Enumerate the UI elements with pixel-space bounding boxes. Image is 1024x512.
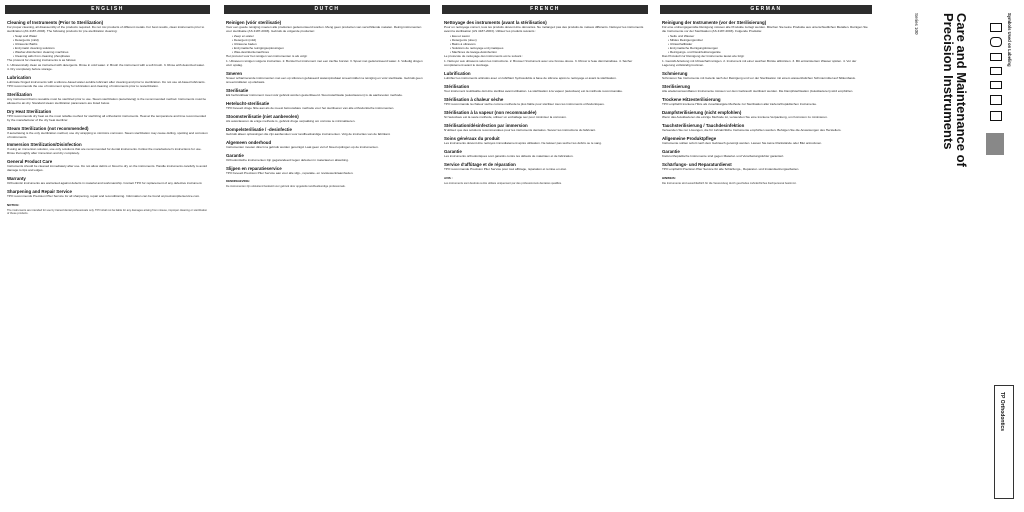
paragraph: TPO recommends Precision Plier Service for all sharpening, repair and reconditioning. Information can be found at precisionplierservice.com. xyxy=(7,193,201,198)
paragraph: Lubrifiez les instruments articulés avec un lubrifiant hydrosoluble à base de silicone après le nettoyage et avant la stérilisation. xyxy=(444,76,617,81)
section-heading: Stérilisation/désinfection par immersion xyxy=(444,122,528,128)
section-heading: Trockene Hitzesterilisierung xyxy=(662,97,721,103)
section-heading: Garantie xyxy=(226,152,244,158)
paragraph: 1. Ultrasoon reinigen volgens instructies. 2. Borstel het instrument met een zachte borstel. 3. Spoel met gedeïoniseerd water. 4. Volledig drogen vóór opslag. xyxy=(226,59,423,68)
column-german xyxy=(660,5,872,505)
paragraph: The protocol for cleaning instruments is as follows: xyxy=(7,57,77,62)
notice-title: KENNISGEVING: xyxy=(226,179,251,184)
regulatory-symbols xyxy=(976,13,1016,153)
section-heading: Smeren xyxy=(226,71,243,77)
section-heading: Stérilisation xyxy=(444,84,470,90)
list-item: • Detergents (mild) xyxy=(13,38,39,43)
section-heading: Algemeen onderhoud xyxy=(226,139,272,145)
paragraph: Le protocole de nettoyage des instruments est le suivant : xyxy=(444,53,524,58)
paragraph: 1. Ultrasonically clean as instructed with detergents. Rinse in cold water. 2. Brush the instrument with a soft brush. 3. Rinse with deionized water. 4. Dry completely before storage. xyxy=(7,63,205,72)
section-heading: Sterilisatie xyxy=(226,88,249,94)
paragraph: TPO empfiehlt trockene Hitze als zuverlässigste Methode zur Sterilisation aller kieferorthopädischen Instrumente. xyxy=(662,102,817,107)
list-item: • Bains à ultrasons xyxy=(450,42,476,47)
column-header: ENGLISH xyxy=(5,5,210,14)
section-heading: Slijpen en reparatieservice xyxy=(226,165,282,171)
section-heading: Dry Heat Sterilization xyxy=(7,108,52,114)
list-item: • Ultraschallbäder xyxy=(668,42,693,47)
paragraph: Orthodontische instrumenten zijn gegarandeerd tegen defecten in materiaal en afwerking. xyxy=(226,157,349,162)
section-heading: Garantie xyxy=(662,148,680,154)
column-header: DUTCH xyxy=(224,5,430,14)
paragraph: Alle wiederverwendbaren Instrumente müssen vor dem Gebrauch sterilisiert werden. Die Dampfsterilisation (Autoklavieren) wird empfohlen. xyxy=(662,89,854,94)
list-item: • Seife und Wasser xyxy=(668,34,695,39)
list-item: • Zeep en water xyxy=(232,34,254,39)
list-item: • Reinigungs- und Desinfektionsgeräte xyxy=(668,50,721,55)
paragraph: N'utilisez que des solutions recommandées pour les instruments dentaires. Suivez les instructions du fabricant. xyxy=(444,127,596,132)
paragraph: Instruments should be cleaned immediately after use. Do not allow debris or blood to dry on the instruments. Handle instruments carefully to avoid damage to tips and edges. xyxy=(7,164,207,173)
paragraph: 1. Nettoyer aux ultrasons selon les instructions. 2. Brosser l'instrument avec une brosse douce. 3. Rincer à l'eau déminéralisée. 4. Sécher complètement avant le stockage. xyxy=(444,59,633,68)
notice-title: AVIS : xyxy=(444,175,453,180)
paragraph: 1. Gemäß Anleitung mit Ultraschall reinigen. 2. Instrument mit einer weichen Bürste abbürsten. 3. Mit entionisiertem Wasser spülen. 4. Vor der Lagerung vollständig trocknen. xyxy=(662,59,857,68)
section-heading: Service d'affûtage et de réparation xyxy=(444,161,516,167)
paragraph: Het protocol voor het reinigen van instrumenten is als volgt: xyxy=(226,53,308,58)
section-heading: Hetelucht-sterilisatie xyxy=(226,100,270,106)
section-heading: Sterilization xyxy=(7,91,32,97)
paragraph: TPO empfiehlt Precision Plier Service für alle Schärfungs-, Reparatur- und Instandsetzungsarbeiten. xyxy=(662,166,800,171)
list-item: • Ultrasonic Baths xyxy=(13,42,38,47)
non-sterile-icon xyxy=(990,111,1002,121)
column-french xyxy=(442,5,648,505)
paragraph: If autoclaving is the only sterilization method, use dry wrapping to minimize corrosion. Steam sterilization may cause dulling, spotting and corrosion of instruments. xyxy=(7,130,208,139)
section-heading: Stérilisation à chaleur sèche xyxy=(444,97,504,103)
section-heading: Reinigen (vóór sterilisatie) xyxy=(226,20,282,25)
paragraph: Any instrument that is reusable must be sterilized prior to use. Steam sterilization (autoclaving) is the recommended method. Instruments must be allowed to air-dry. Standard steam sterilization parameters are listed below. xyxy=(7,96,207,105)
section-heading: Lubrication xyxy=(7,75,31,81)
section-heading: Soins généraux du produit xyxy=(444,135,500,141)
column-body xyxy=(442,14,648,185)
section-heading: Warranty xyxy=(7,176,26,182)
list-item: • Enzymatische reinigingsoplossingen xyxy=(232,46,284,51)
regulatory-title: Symbols Used on Labeling xyxy=(1007,13,1012,67)
column-header: GERMAN xyxy=(660,5,872,14)
catalog-number-icon xyxy=(990,67,1002,75)
section-heading: Steam Sterilization (not recommended) xyxy=(7,125,89,131)
paragraph: Als autoclaveren de enige methode is, gebruik droge verpakking om corrosie te minimaliseren. xyxy=(226,118,356,123)
paragraph: Orthodontic instruments are warranted against defects in material and workmanship. Contact TPO for replacement of any defective instrument. xyxy=(7,181,203,186)
list-item: • Cleaning aids from cleaning phosphates xyxy=(13,53,70,58)
paragraph: TPO recommends dry heat as the most reliable method for sterilizing all orthodontic instruments. Heat at the temperature and time recommended by the manufacturer of the dry heat sterilizer. xyxy=(7,113,206,122)
list-item: • Enzymatische Reinigungslösungen xyxy=(668,46,719,51)
section-heading: Sterilisierung xyxy=(662,84,691,90)
ce-mark-icon xyxy=(990,37,1002,47)
paragraph: Les instruments orthodontiques sont garantis contre les défauts de matériaux et de fabrication. xyxy=(444,153,574,158)
paragraph: TPO recommande la chaleur sèche comme méthode la plus fiable pour stériliser tous les instruments orthodontiques. xyxy=(444,102,605,107)
section-heading: Nettoyage des instruments (avant la stérilisation) xyxy=(444,20,547,25)
notice-title: HINWEIS: xyxy=(662,175,676,180)
section-heading: Immersion Sterilization/Disinfection xyxy=(7,142,82,148)
paragraph: Wenn das Autoklavieren die einzige Methode ist, verwenden Sie eine trockene Verpackung, um Korrosion zu minimieren. xyxy=(662,114,828,119)
section-heading: Reinigung der Instrumente (vor der Sterilisierung) xyxy=(662,20,767,25)
paragraph: Si l'autoclave est la seule méthode, utilisez un emballage sec pour minimiser la corrosion. xyxy=(444,114,567,119)
paragraph: Instrumenten moeten direct na gebruik worden gereinigd. Laat geen vuil of bloed opdrogen op de instrumenten. xyxy=(226,144,379,149)
list-item: • Was-desinfectiemachines xyxy=(232,50,270,55)
section-heading: Dampfsterilisierung (nicht empfohlen) xyxy=(662,109,742,115)
column-header: FRENCH xyxy=(442,5,648,14)
section-heading: Cleaning of Instruments (Prior to Sterilization) xyxy=(7,20,104,25)
section-heading: General Product Care xyxy=(7,159,53,165)
barcode-icon xyxy=(986,133,1004,155)
logo-text: TP Orthodontics xyxy=(999,392,1005,432)
paragraph: Tout instrument réutilisable doit être stérilisé avant utilisation. La stérilisation à la vapeur (autoclave) est la méthode recommandée. xyxy=(444,89,623,94)
list-item: • Détergents (doux) xyxy=(450,38,477,43)
lot-symbol-icon xyxy=(990,53,1002,61)
column-english xyxy=(5,5,210,505)
notice-text: De instrumenten zijn uitsluitend bedoeld voor gebruik door opgeleide tandheelkundige professionals. xyxy=(226,185,346,189)
section-heading: Allgemeine Produktpflege xyxy=(662,135,717,141)
section-heading: Stérilisation à la vapeur (non recommandée) xyxy=(444,109,537,115)
company-logo xyxy=(994,385,1014,499)
list-item: • Machines de lavage-désinfection xyxy=(450,50,498,55)
paragraph: TPO beveelt Precision Plier Service aan voor alle slijp-, reparatie- en revisiewerkzaamheden. xyxy=(226,170,354,175)
paragraph: Gebruik alleen oplossingen die zijn aanbevolen voor tandheelkundige instrumenten. Volg de instructies van de fabrikant. xyxy=(226,131,391,136)
section-heading: Schmierung xyxy=(662,71,688,77)
paragraph: TPO beveelt droge hitte aan als de meest betrouwbare methode voor het steriliseren van alle orthodontische instrumenten. xyxy=(226,105,395,110)
list-item: • Detergent (mild) xyxy=(232,38,257,43)
consult-instructions-icon xyxy=(990,95,1002,105)
notice-title: NOTICE: xyxy=(7,202,20,207)
list-item: • Soap and Water xyxy=(13,34,38,39)
paragraph: Voor een goede reiniging moeten alle producten gedemonteerd worden. Meng geen producten van verschillende metalen. Reinig instrumenten voor sterilisatie (AS 4187-2003). Gebruik de volgende producten: xyxy=(226,25,422,33)
cover-subtitle: Series 100 xyxy=(914,13,919,35)
list-item: • Solutions de nettoyage enzymatiques xyxy=(450,46,504,51)
list-item: • Mildes Reinigungsmittel xyxy=(668,38,703,43)
cover-title: Care and Maintenance of Precision Instruments xyxy=(941,13,969,167)
paragraph: Elk herbruikbaar instrument moet vóór gebruik worden gesteriliseerd. Stoomsterilisatie (autoclaveren) is de aanbevolen methode. xyxy=(226,93,403,98)
manufacturer-symbol-icon xyxy=(990,23,1002,32)
paragraph: TPO recommande Precision Plier Service pour tout affûtage, réparation et remise en état. xyxy=(444,166,567,171)
paragraph: Smeer scharnierende instrumenten met een op siliconen gebaseerd wateroplosbaar smeermiddel na reiniging en vóór sterilisatie. Gebruik geen smeermiddelen op oliebasis. xyxy=(226,76,423,85)
list-item: • Enzymatic cleaning solutions xyxy=(13,46,55,51)
paragraph: Pour un nettoyage correct, tous les produits doivent être démontés. Ne mélangez pas des produits de métaux différents. Nettoyez les instruments avant la stérilisation (AS 4187-2003). Utilisez les produits suivants : xyxy=(444,25,644,33)
cover-panel xyxy=(880,5,1020,505)
paragraph: Schmieren Sie Instrumente mit Gelenk nach der Reinigung und vor der Sterilisation mit einem wasserlöslichen Schmiermittel auf Silikonbasis. xyxy=(662,76,856,81)
paragraph: Les instruments doivent être nettoyés immédiatement après utilisation. Ne laissez pas sécher les débris ou le sang. xyxy=(444,140,602,145)
section-heading: Schärfungs- und Reparaturdienst xyxy=(662,161,732,167)
column-body xyxy=(5,14,210,215)
section-heading: Dompelsterilisatie / -desinfectie xyxy=(226,126,292,132)
paragraph: Lubricate hinged instruments with a silicone-based water-soluble lubricant after cleaning and prior to sterilization. Do not use oil-based lubricants. TPO recommends the use of instrument spray for lubrication and cleaning of instruments prior to resterilization. xyxy=(7,80,206,89)
section-heading: Tauchsterilisierung / Tauchdesinfektion xyxy=(662,122,745,128)
list-item: • Ultrasone baden xyxy=(232,42,257,47)
rx-only-icon xyxy=(990,81,1002,89)
notice-text: Les instruments sont destinés à être utilisés uniquement par des professionnels dentaires qualifiés. xyxy=(444,181,562,185)
section-heading: Garantie xyxy=(444,148,462,154)
list-item: • Washer-disinfection cleaning machines xyxy=(13,50,69,55)
section-heading: Sharpening and Repair Service xyxy=(7,188,72,194)
paragraph: Verwenden Sie nur Lösungen, die für zahnärztliche Instrumente empfohlen werden. Befolgen Sie die Anweisungen des Herstellers. xyxy=(662,127,842,132)
paragraph: Instrumente sollten sofort nach dem Gebrauch gereinigt werden. Lassen Sie keine Rückstände oder Blut antrocknen. xyxy=(662,140,823,145)
paragraph: Kieferorthopädische Instrumente sind gegen Material- und Verarbeitungsfehler garantiert. xyxy=(662,153,785,158)
column-dutch xyxy=(224,5,430,505)
notice-text: Die Instrumente sind ausschließlich für die Verwendung durch geschultes zahnärztliches Fachpersonal bestimmt. xyxy=(662,181,797,185)
paragraph: For proper cleaning, all disassembly of the products required. Do not mix products of different metals. For best results, clean instruments prior to sterilization (AS 4187-2003). The following products for pre-sterilization cleaning: xyxy=(7,25,205,33)
column-body xyxy=(224,14,430,189)
section-heading: Lubrification xyxy=(444,71,471,77)
paragraph: Für eine ordnungsgemäße Reinigung müssen alle Produkte zerlegt werden. Mischen Sie keine Produkte aus unterschiedlichen Metallen. Reinigen Sie die Instrumente vor der Sterilisation (AS 4187-2003). Folgende Produkte: xyxy=(662,25,868,33)
section-heading: Stoomsterilisatie (niet aanbevolen) xyxy=(226,113,299,119)
list-item: • Eau et savon xyxy=(450,34,471,39)
paragraph: Das Protokoll zur Reinigung der Instrumente lautet wie folgt: xyxy=(662,53,745,58)
column-body xyxy=(660,14,872,185)
paragraph: If using an immersion solution, use only solutions that are recommended for dental instruments. Follow the manufacturer's instructions for use. Rinse thoroughly after immersion and dry completely. xyxy=(7,147,202,156)
notice-text: The instruments are intended for use by trained dental professionals only. TPO shall not be liable for any damages arising from misuse, improper cleaning or sterilization of these products. xyxy=(7,208,208,216)
